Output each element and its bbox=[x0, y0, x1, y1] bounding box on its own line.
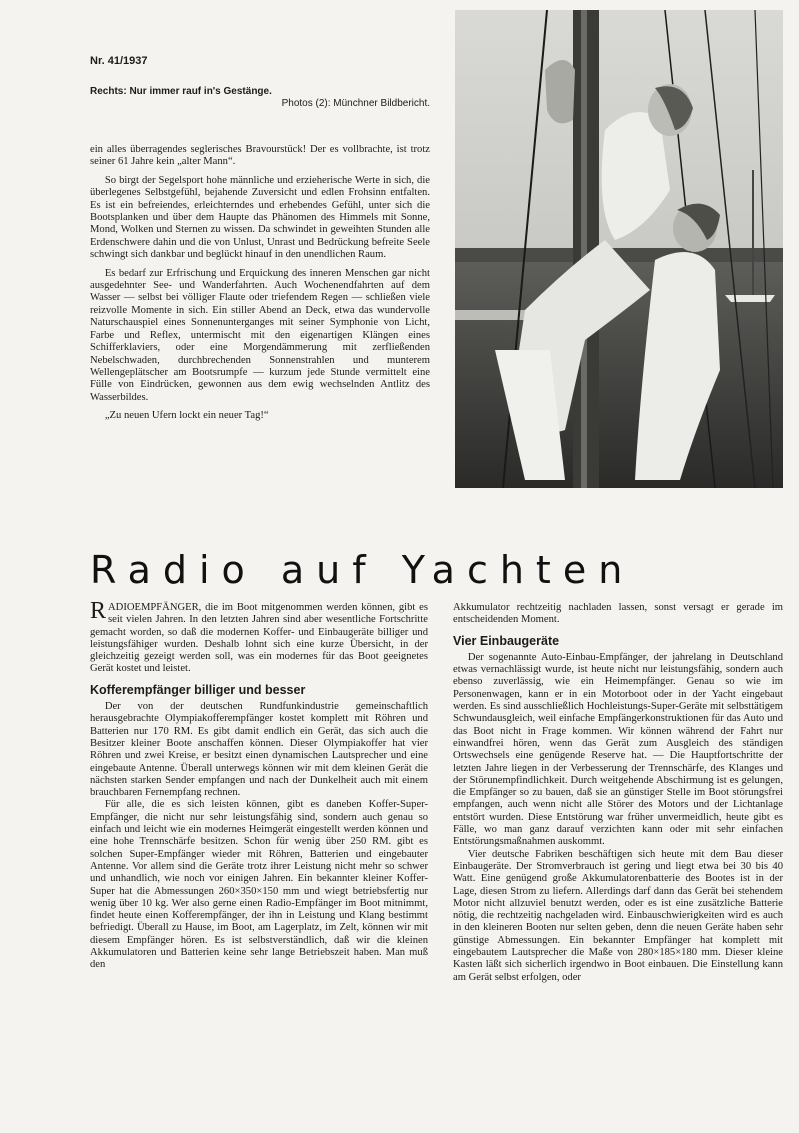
body-paragraph: Der sogenannte Auto-Einbau-Empfänger, der jahrelang in Deutschland etwas vernachlässigt wurde, ist heute nicht nur leistungsfähig, sondern auch ebenso zuverlässig, wie ein Heimempfänger. Genau so wie im Personenwagen, kann er in ein Motorboot oder in der Yacht eingebaut werden. Es sind ausschließlich Hochleistungs-Super-Geräte mit selbsttätigem Schwundausgleich, weil einfache Empfängerkonstruktionen für das Auto und das Boot nicht in Frage kommen. Wir können während der Fahrt nur einwandfrei hören, wenn das Gerät zum Ausgleich des ständigen Ortswechsels eine genügende Reserve hat. — Die Hauptfortschritte der letzten Jahre liegen in der Verbesserung der Trennschärfe, des Klanges und der Störunempfindlichkeit. Durch weitgehende Abschirmung ist es gelungen, die Empfänger so zu bauen, daß sie an günstiger Stelle im Boot störungsfrei empfangen, auch wenn nicht alle Störer des Motors und der Lichtanlage entstört wurden. Diese Entstörung war früher unvermeidlich, heute gibt es Fälle, wo man ganz darauf verzichten kann oder mit sehr einfachen Entstörungsmaßnahmen auskommt. bbox=[453, 651, 783, 848]
body-paragraph: Für alle, die es sich leisten können, gibt es daneben Koffer-Super-Empfänger, die nicht nur sehr leistungsfähig sind, sondern auch genau so einfach und leicht wie ein modernes Heimgerät eingestellt werden können und eine hohe Trennschärfe besitzen. Schon für wenig über 250 RM. gibt es solchen Super-Empfänger wieder mit Röhren, Batterien und eingebauter Antenne. Vor allem sind die Geräte trotz ihrer Leistung nicht mehr so schwer und unhandlich, wie noch vor einigen Jahren. Ein bekannter kleiner Koffer-Super hat die Abmessungen 260×350×150 mm und wiegt betriebsfertig nur wenig über 10 kg. Wer also gerne einen Radio-Empfänger im Boot mitnimmt, findet heute einen Kofferempfänger, der ihn in Leistung und Klang bestimmt befriedigt. Überall zu Hause, im Boot, am Lagerplatz, im Zelt, können wir mit diesem Empfänger hören. Es ist selbstverständlich, daß wir die kleinen Akkumulatoren und Batterien keine sehr lange Betriebszeit haben. Man muß den bbox=[90, 799, 428, 971]
article-title: Radio auf Yachten bbox=[90, 548, 635, 592]
intro-paragraph: ein alles überragendes seglerisches Bravourstück! Der es vollbrachte, ist trotz seiner 61 Jahre kein „alter Mann“. bbox=[90, 144, 430, 168]
lead-text: ADIOEMPFÄNGER, die im Boot mitgenommen werden können, gibt es seit vielen Jahren. In den letzten Jahren sind aber wesentliche Fortschritte gemacht worden, so daß die modernen Koffer- und Einbaugeräte billiger und leistungsfähiger wurden. Deshalb lohnt sich eine kurze Übersicht, in der gleichzeitig gezeigt werden soll, was ein modernes für das Boot geeignetes Gerät kostet und leistet. bbox=[90, 602, 428, 675]
article-column-2 bbox=[453, 602, 783, 984]
issue-number: Nr. 41/1937 bbox=[90, 55, 148, 67]
body-paragraph: Akkumulator rechtzeitig nachladen lassen, sonst versagt er gerade im entscheidenden Moment. bbox=[453, 602, 783, 626]
women-climbing-mast-image bbox=[455, 10, 783, 488]
sailing-photo bbox=[455, 10, 783, 488]
section-heading: Kofferempfänger billiger und besser bbox=[90, 682, 306, 697]
body-paragraph: Vier deutsche Fabriken beschäftigen sich heute mit dem Bau dieser Einbaugeräte. Der Stromverbrauch ist gering und liegt etwa bei 30 bis 40 Watt. Eine genügend große Akkumulatorenbatterie des Bootes ist in der Lage, diesen Strom zu liefern. Allerdings darf dann das Gerät bei stehendem Motor nicht allzuviel benutzt werden, oder es ist eine zusätzliche Batterie nötig, die rechtzeitig nachgeladen wird. Einbauschwierigkeiten wird es auch in den kleineren Booten nur selten geben, denn die neuen Geräte haben sehr günstige Abmessungen. Ein bekannter Empfänger hat komplett mit eingebautem Lautsprecher die Maße von 280×185×180 mm. Dieser kleine Kasten läßt sich sicherlich irgendwo in Boot einbauen. Die Einstellung kann am Gerät selbst erfolgen, oder bbox=[453, 848, 783, 983]
article-column-1 bbox=[90, 598, 428, 972]
photo-credit: Photos (2): Münchner Bildbericht. bbox=[281, 98, 430, 109]
intro-text-column bbox=[90, 144, 430, 429]
intro-paragraph: So birgt der Segelsport hohe männliche und erzieherische Werte in sich, die überlegenes Selbstgefühl, bejahende Zuversicht und edlen Frohsinn entfalten. Es ist ein befreiendes, erleichterndes und erhebendes Gefühl, unter sich die Bootsplanken und über dem Haupte das Phänomen des Himmels mit Sonne, Mond, Wolken und Sternen zu wissen. Da schwindet in geweihten Stunden alle Erdenschwere dahin und die von Unlust, Unrast und Bedrückung befreite Seele schwingt sich dankbar und beglückt hinauf in den unendlichen Raum. bbox=[90, 174, 430, 261]
intro-paragraph: Es bedarf zur Erfrischung und Erquickung des inneren Menschen gar nicht ausgedehnter See- und Wanderfahrten. Auch Wochenendfahrten auf dem Wasser — selbst bei völliger Flaute oder triefendem Regen — schließen viele reizvolle Momente in sich. Ein stiller Abend an Deck, etwa das wundervolle Naturschauspiel eines Sonnenunterganges mit seiner Symphonie von Licht, Farbe und Reflex, untermischt mit den eigenartigen Klängen eines Schifferklaviers, oder eine Morgendämmerung mit zerfließenden Nebelschwaden, durchbrechenden Sonnenstrahlen und munterem Wellengeplätscher am Bootsrumpfe — kurzum jede Stunde vermittelt eine Fülle von Eindrücken, gewonnen aus dem ewig wechselnden Antlitz des Wasserbildes. bbox=[90, 267, 430, 403]
lead-paragraph bbox=[90, 598, 428, 676]
photo-caption: Rechts: Nur immer rauf in's Gestänge. bbox=[90, 86, 272, 97]
intro-quote: „Zu neuen Ufern lockt ein neuer Tag!“ bbox=[104, 410, 269, 422]
section-heading: Vier Einbaugeräte bbox=[453, 633, 560, 648]
body-paragraph: Der von der deutschen Rundfunkindustrie gemeinschaftlich herausgebrachte Olympiakofferempfänger kostet komplett mit Röhren und Batterien nur 170 RM. Es gibt damit endlich ein Gerät, das sich auch die Besitzer kleiner Boote anschaffen können. Dieser Olympiakoffer hat vier Röhren und zwei Kreise, er besitzt einen dynamischen Lautsprecher und eine eingebaute Antenne. Überall unterwegs können wir mit dem kleinen Gerät die nächsten starken Sender empfangen und nach der Dunkelheit auch mit einem brauchbaren Fernempfang rechnen. bbox=[90, 701, 428, 799]
drop-cap: R bbox=[90, 598, 107, 624]
